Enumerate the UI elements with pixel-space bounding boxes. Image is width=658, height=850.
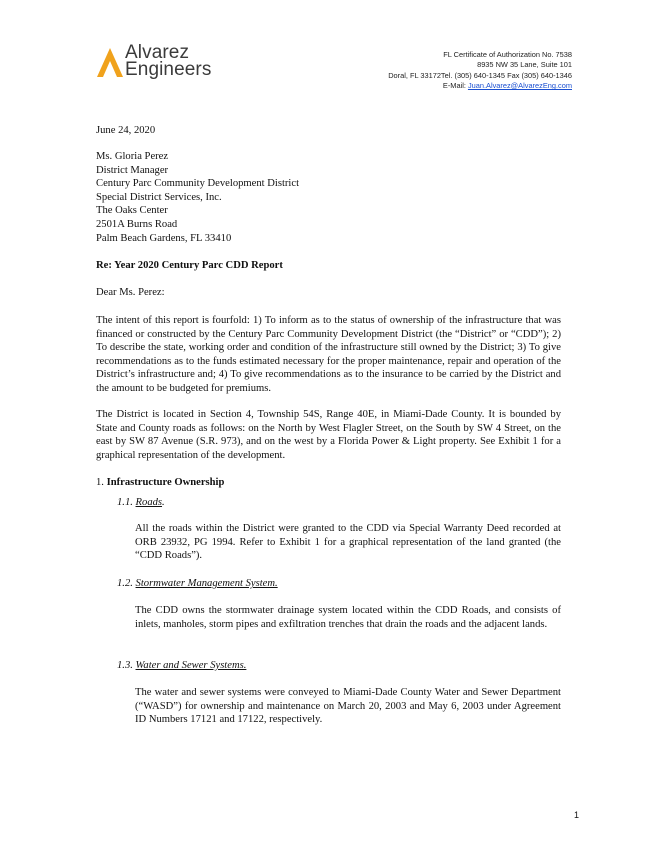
recipient-line: 2501A Burns Road	[96, 218, 178, 230]
company-name-line1: Alvarez	[125, 42, 190, 63]
salutation: Dear Ms. Perez:	[96, 287, 165, 298]
recipient-line: District Manager	[96, 164, 169, 176]
subsection-heading	[117, 496, 165, 510]
email-line	[388, 81, 572, 91]
subsection-paragraph: The water and sewer systems were conveyed to Miami-Dade County Water and Sewer Department (“WASD”) for ownership and maintenance on March 20, 2003 and May 6, 2003 under Agreement ID Numbers 17121 and 17122, respectively.	[135, 687, 561, 726]
subsection-number: 1.1.	[117, 497, 136, 508]
recipient-line: Special District Services, Inc.	[96, 191, 222, 203]
subsection-title: Water and Sewer Systems.	[135, 660, 247, 671]
company-logo	[96, 44, 236, 84]
subsection-heading	[117, 659, 246, 673]
subject-line: Re: Year 2020 Century Parc CDD Report	[96, 260, 283, 271]
certificate-line: FL Certificate of Authorization No. 7538	[443, 50, 572, 59]
address-line1: 8935 NW 35 Lane, Suite 101	[477, 60, 572, 70]
letter-date: June 24, 2020	[96, 125, 156, 136]
recipient-line: Century Parc Community Development District	[96, 178, 300, 190]
intro-paragraph: The intent of this report is fourfold: 1) To inform as to the status of ownership of the infrastructure that was financed or constructed by the Century Parc Community Development District (the “District” or “CDD”); 2) To describe the state, working order and condition of the infrastructure still owned by the District; 3) To give recommendations as to the funds estimated necessary for the proper maintenance, repair and operation of the District’s infrastructure and; 4) To give recommendations as to the insurance to be carried by the District and the amount to be budgeted for premiums.	[96, 315, 561, 394]
recipient-line: Ms. Gloria Perez	[96, 151, 169, 162]
section-number: 1.	[96, 477, 107, 488]
section-title: Infrastructure Ownership	[106, 477, 225, 488]
subsection-heading	[117, 577, 278, 591]
recipient-line: Palm Beach Gardens, FL 33410	[96, 232, 232, 244]
company-name-line2: Engineers	[125, 59, 212, 80]
subsection-suffix: .	[162, 497, 165, 508]
subsection-number: 1.2.	[117, 578, 136, 589]
letterhead-contact	[388, 50, 572, 92]
page-number: 1	[574, 810, 580, 820]
company-name	[125, 44, 211, 78]
recipient-address	[96, 150, 561, 245]
subsection-paragraph: The CDD owns the stormwater drainage system located within the CDD Roads, and consists of inlets, manholes, storm pipes and exfiltration trenches that drain the roads and the adjacent lands.	[135, 605, 561, 630]
subsection-paragraph: All the roads within the District were granted to the CDD via Special Warranty Deed recorded at ORB 23932, PG 1994. Refer to Exhibit 1 for a graphical representation of the land granted (the “CDD Roads”).	[135, 523, 561, 562]
address-line2: Doral, FL 33172Tel. (305) 640-1345 Fax (305) 640-1346	[388, 70, 572, 80]
recipient-line: The Oaks Center	[96, 205, 168, 217]
email-label: E-Mail:	[442, 81, 468, 91]
subsection-title: Stormwater Management System.	[135, 578, 278, 589]
subsection-number: 1.3.	[117, 660, 136, 671]
logo-chevron-icon	[96, 44, 126, 84]
email-link[interactable]: Juan.Alvarez@AlvarezEng.com	[467, 81, 572, 91]
section-heading	[96, 476, 561, 490]
location-paragraph: The District is located in Section 4, Township 54S, Range 40E, in Miami-Dade County. It is bounded by State and County roads as follows: on the North by West Flagler Street, on the South by SW 4 Street, on the east by SW 87 Avenue (S.R. 973), and on the west by a Florida Power & Light property. See Exhibit 1 for a graphical representation of the development.	[96, 409, 561, 461]
subsection-title: Roads	[135, 497, 163, 508]
